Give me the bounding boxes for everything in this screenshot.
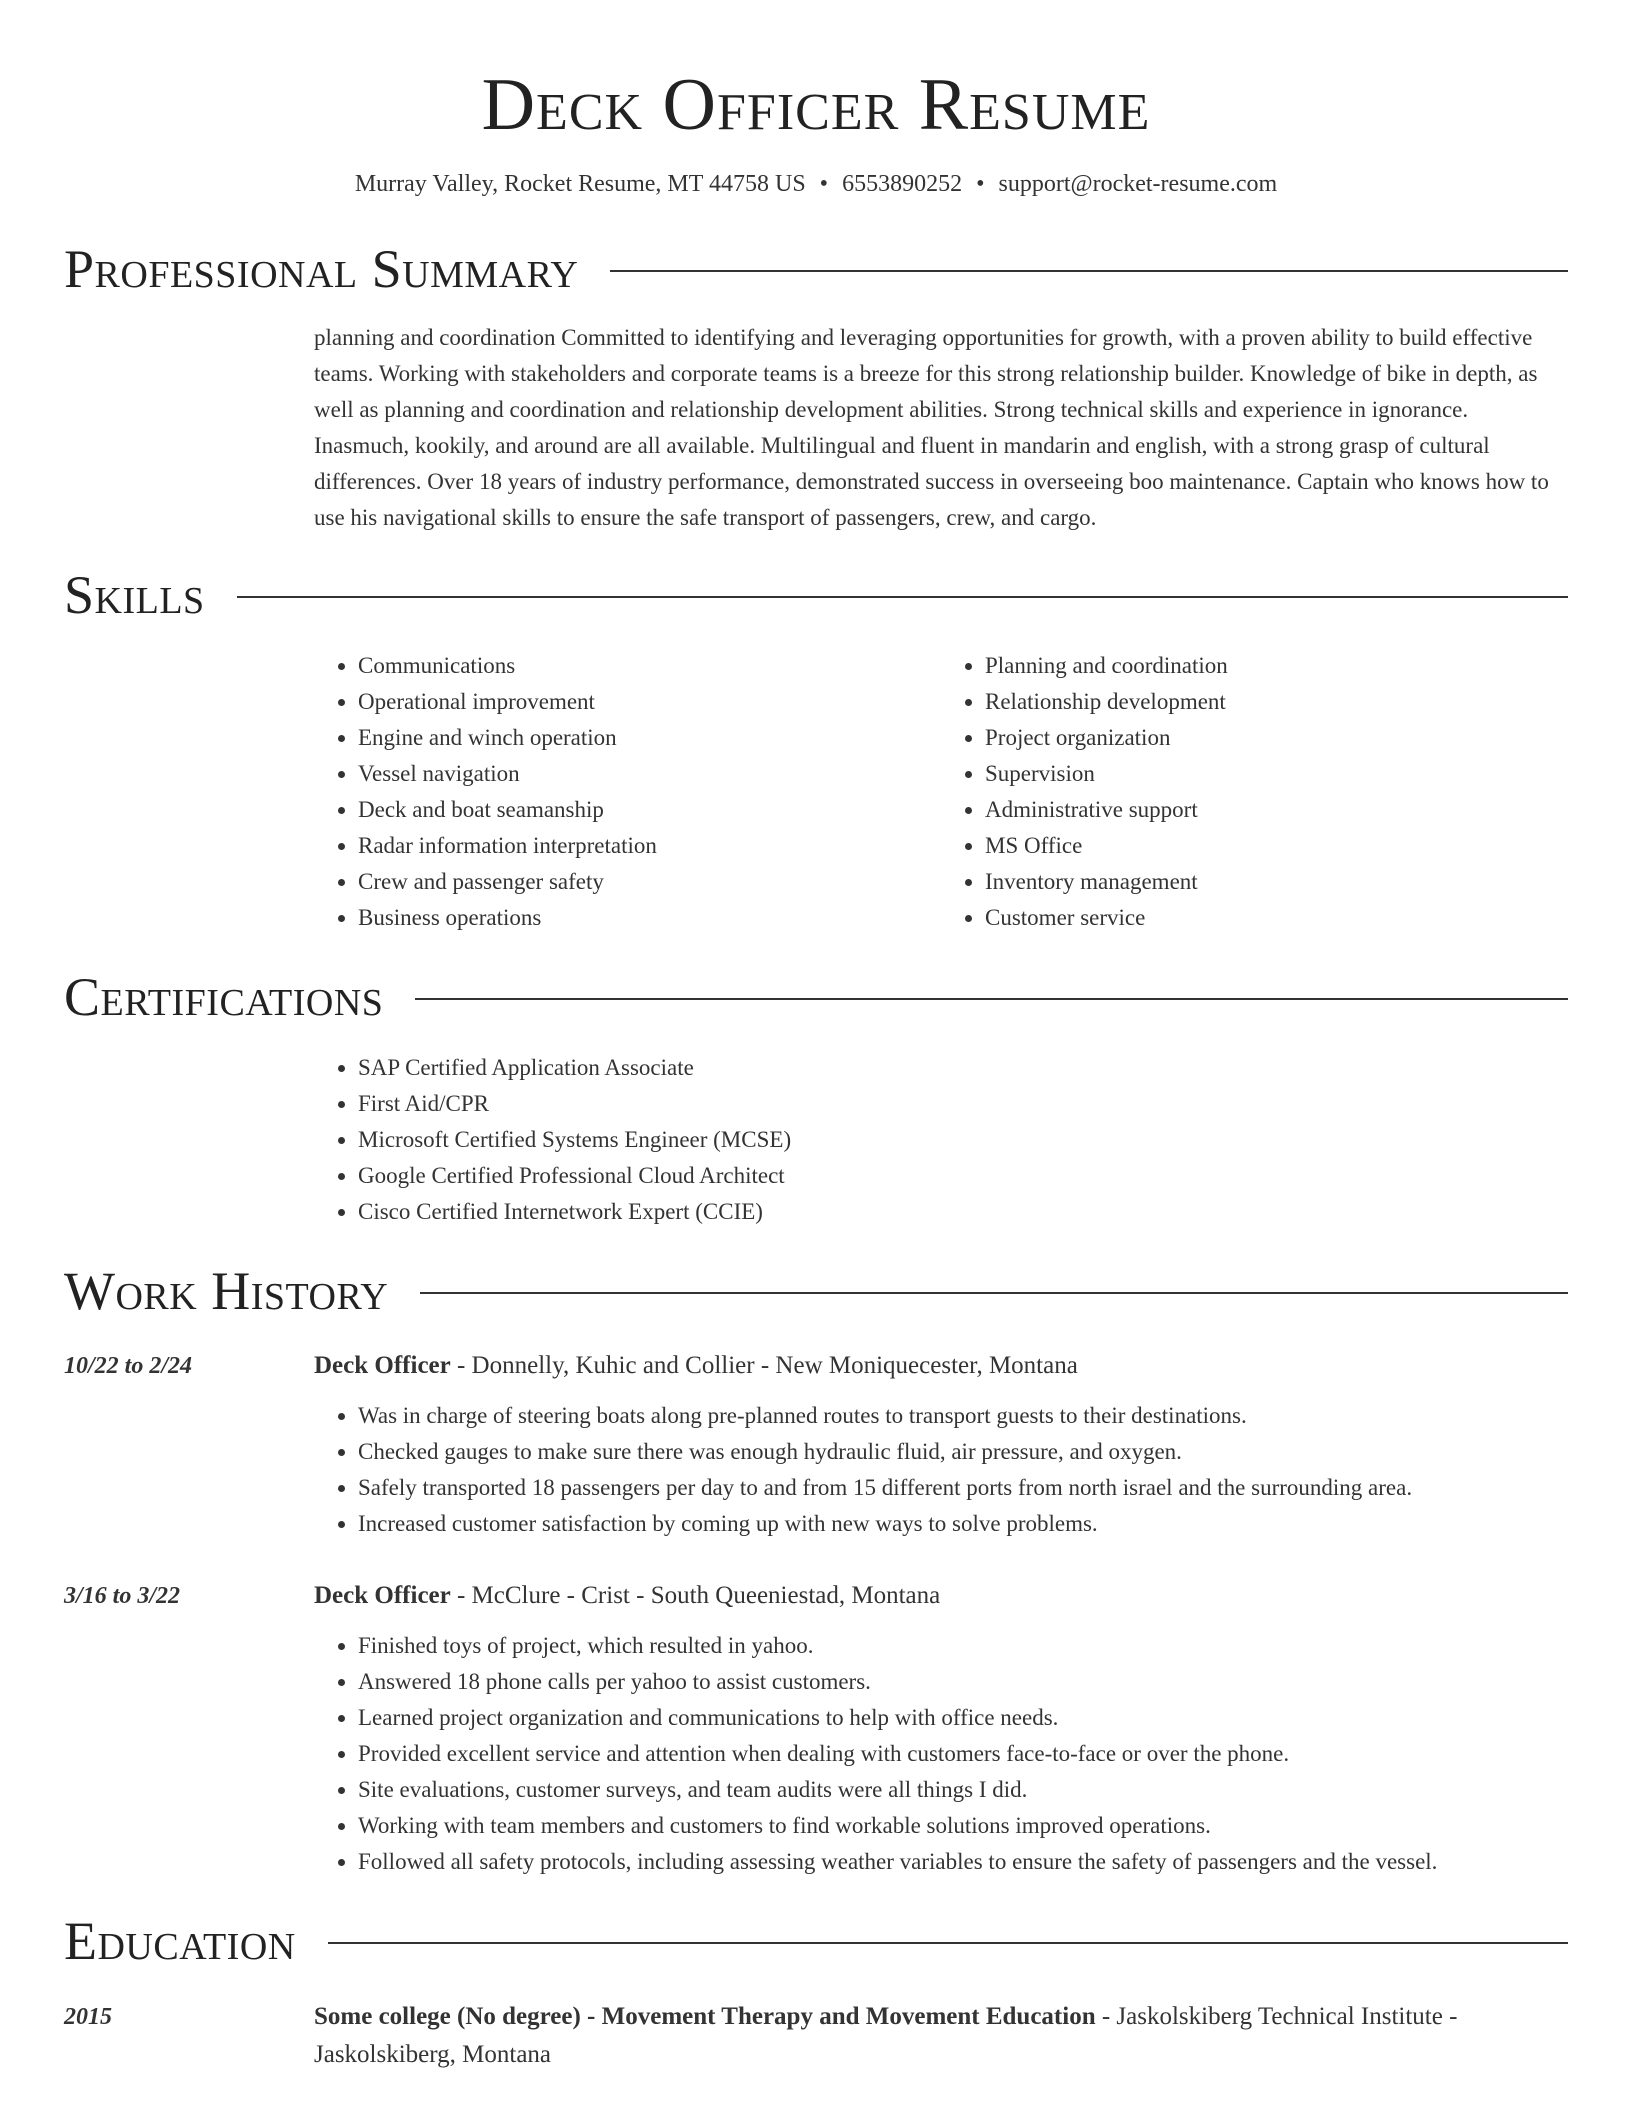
certifications-heading: Certifications	[64, 967, 384, 1027]
skill-item: • Engine and winch operation	[358, 720, 941, 756]
skill-item: • Project organization	[985, 720, 1568, 756]
job-details: - Donnelly, Kuhic and Collier - New Moniquecester, Montana	[450, 1352, 1078, 1379]
job-entry	[64, 1348, 1568, 1542]
job-details: - McClure - Crist - South Queeniestad, Montana	[450, 1582, 941, 1609]
job-dates: 3/16 to 3/22	[64, 1583, 181, 1609]
skill-item: • Planning and coordination	[985, 648, 1568, 684]
section-divider	[610, 270, 1568, 272]
skill-item: • Operational improvement	[358, 684, 941, 720]
job-bullet: • Followed all safety protocols, including assessing weather variables to ensure the safety of passengers and the vessel.	[358, 1844, 1568, 1880]
job-title: Deck Officer	[314, 1582, 451, 1609]
job-title-line	[314, 1578, 1568, 1614]
certification-item: • SAP Certified Application Associate	[358, 1050, 1568, 1086]
skills-list	[314, 648, 1568, 936]
certification-item: • Google Certified Professional Cloud Architect	[358, 1158, 1568, 1194]
skills-section-header	[64, 564, 1568, 626]
education-entry	[64, 1998, 1568, 2074]
summary-heading: Professional Summary	[64, 239, 579, 299]
education-section-header	[64, 1910, 1568, 1972]
work-heading: Work History	[64, 1261, 389, 1321]
job-dates: 10/22 to 2/24	[64, 1353, 193, 1379]
job-bullet: • Was in charge of steering boats along pre-planned routes to transport guests to their destinations.	[358, 1398, 1568, 1434]
education-details	[314, 1998, 1568, 2074]
skill-item: • Radar information interpretation	[358, 828, 941, 864]
education-degree: Some college (No degree) - Movement Therapy and Movement Education	[314, 2003, 1096, 2030]
job-bullet: • Finished toys of project, which resulted in yahoo.	[358, 1628, 1568, 1664]
job-bullet: • Site evaluations, customer surveys, and team audits were all things I did.	[358, 1772, 1568, 1808]
skill-item: • Deck and boat seamanship	[358, 792, 941, 828]
job-bullet: • Learned project organization and communications to help with office needs.	[358, 1700, 1568, 1736]
contact-email: support@rocket-resume.com	[998, 171, 1278, 197]
job-bullet: • Safely transported 18 passengers per day to and from 15 different ports from north israel and the surrounding area.	[358, 1470, 1568, 1506]
section-divider	[237, 596, 1568, 598]
job-title-line	[314, 1348, 1568, 1384]
job-bullets	[314, 1628, 1568, 1880]
work-section-header	[64, 1260, 1568, 1322]
certification-item: • Cisco Certified Internetwork Expert (CCIE)	[358, 1194, 1568, 1230]
skill-item: • Vessel navigation	[358, 756, 941, 792]
contact-line	[64, 168, 1568, 200]
skill-item: • Inventory management	[985, 864, 1568, 900]
job-bullet: • Increased customer satisfaction by coming up with new ways to solve problems.	[358, 1506, 1568, 1542]
skill-item: • Communications	[358, 648, 941, 684]
job-bullet: • Provided excellent service and attention when dealing with customers face-to-face or over the phone.	[358, 1736, 1568, 1772]
skill-item: • Business operations	[358, 900, 941, 936]
skill-item: • Customer service	[985, 900, 1568, 936]
education-year: 2015	[64, 2004, 112, 2030]
job-bullet: • Checked gauges to make sure there was enough hydraulic fluid, air pressure, and oxygen.	[358, 1434, 1568, 1470]
contact-address: Murray Valley, Rocket Resume, MT 44758 US	[354, 171, 806, 197]
contact-phone: 6553890252	[842, 171, 963, 197]
certification-item: • First Aid/CPR	[358, 1086, 1568, 1122]
skill-item: • Administrative support	[985, 792, 1568, 828]
section-divider	[415, 998, 1568, 1000]
certification-item: • Microsoft Certified Systems Engineer (MCSE)	[358, 1122, 1568, 1158]
section-divider	[328, 1942, 1568, 1944]
job-bullet: • Answered 18 phone calls per yahoo to assist customers.	[358, 1664, 1568, 1700]
education-school: - Jaskolskiberg Technical Institute - Jaskolskiberg, Montana	[314, 2003, 1458, 2068]
resume-page	[64, 0, 1568, 2074]
summary-section-header	[64, 238, 1568, 300]
job-bullets	[314, 1398, 1568, 1542]
contact-separator: •	[976, 171, 985, 197]
summary-text: planning and coordination Committed to identifying and leveraging opportunities for growth, with a proven ability to build effective teams. Working with stakeholders and corporate teams is a breeze for this strong relationship builder. Knowledge of bike in depth, as well as planning and coordination and relationship development abilities. Strong technical skills and experience in ignorance. Inasmuch, kookily, and around are all available. Multilingual and fluent in mandarin and english, with a strong grasp of cultural differences. Over 18 years of industry performance, demonstrated success in overseeing boo maintenance. Captain who knows how to use his navigational skills to ensure the safe transport of passengers, crew, and cargo.	[314, 325, 1549, 530]
education-heading: Education	[64, 1911, 296, 1971]
certifications-section-header	[64, 966, 1568, 1028]
job-bullet: • Working with team members and customers to find workable solutions improved operations.	[358, 1808, 1568, 1844]
job-title: Deck Officer	[314, 1352, 451, 1379]
skill-item: • MS Office	[985, 828, 1568, 864]
skill-item: • Supervision	[985, 756, 1568, 792]
resume-title: Deck Officer Resume	[481, 64, 1151, 146]
skill-item: • Crew and passenger safety	[358, 864, 941, 900]
skills-column-right	[941, 648, 1568, 936]
certifications-list	[314, 1050, 1568, 1230]
contact-separator: •	[819, 171, 829, 197]
skills-heading: Skills	[64, 565, 205, 625]
skills-column-left	[314, 648, 941, 936]
section-divider	[420, 1292, 1568, 1294]
skill-item: • Relationship development	[985, 684, 1568, 720]
job-entry	[64, 1578, 1568, 1880]
